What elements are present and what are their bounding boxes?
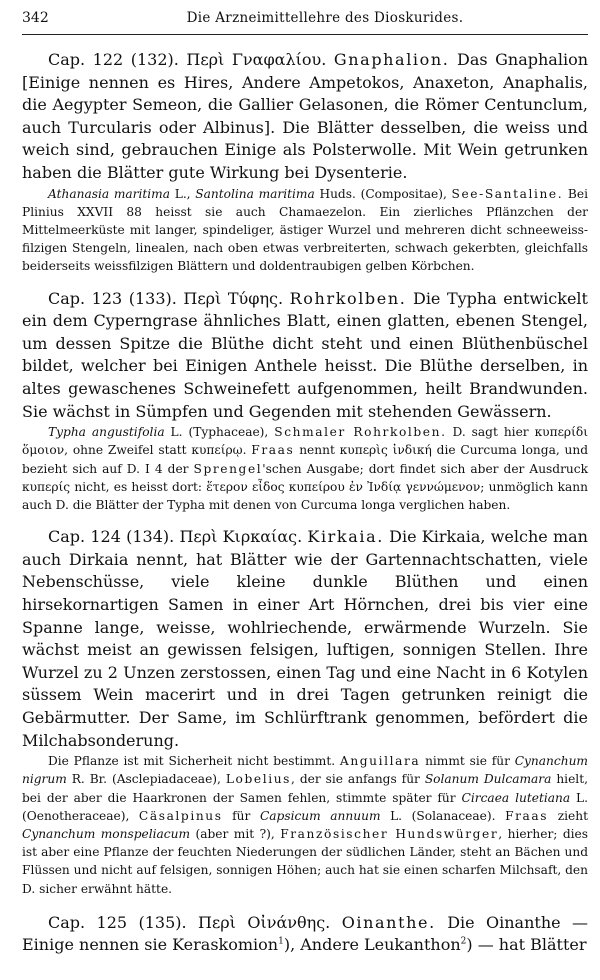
chapter-text: [22, 49, 588, 185]
note-text: Die Pflanze ist mit Sicherheit nicht bestimmt.: [48, 754, 340, 769]
chapter-124: [22, 526, 588, 898]
note-text: 'schen Ausgabe; dort findet sich aber der Ausdruck: [262, 461, 588, 476]
greek-title: Περὶ Κιρκαίας.: [179, 527, 303, 547]
page-number: 342: [22, 10, 49, 26]
greek-title: Περὶ Τύφης.: [183, 288, 284, 308]
chapter-123: [22, 288, 588, 515]
greek-title: Περὶ Γναφαλίου.: [186, 50, 327, 69]
greek-quote: κυπερίδι ὅμοιον: [22, 425, 588, 458]
greek-quote: ἕτερον εἶδος κυπείρου ἐν Ἰνδίᾳ γεννώμενον: [206, 479, 481, 494]
author-name: Sprengel: [193, 461, 263, 476]
plant-name: Gnaphalion.: [333, 50, 450, 69]
chapter-125: [22, 912, 588, 957]
commentary-note: [22, 752, 588, 898]
chapter-body: ) — hat Blätter: [466, 935, 587, 955]
commentary-note: [22, 185, 588, 276]
footnote-marker[interactable]: 2: [460, 936, 467, 947]
greek-quote: κυπείρῳ: [191, 443, 243, 458]
note-text: hielt, bei der aber die Haarkronen der Samen fehlen, stimmte später für: [22, 772, 588, 805]
plant-name: Oinanthe.: [341, 912, 436, 932]
chapter-body: Die Kirkaia, welche man auch Dirkaia nennt, hat Blätter wie der Gartennachtschatten, viele Nebenschüsse, viele kleine dunkle Blüthen und einen hirsekornartigen Samen in einer Art Hörnchen, drei bis vier eine Spanne lange, weisse, wohlriechende, erwärmende Wurzeln. Sie wächst meist an gewissen felsigen, luftigen, sonnigen Stellen. Ihre Wurzel zu 2 Unzen zerstossen, einen Tag und eine Nacht in 6 Kotylen süssem Wein macerirt und in drei Tagen getrunken reinigt die Gebärmutter. Der Same, im Schlürftrank genommen, befördert die Milchabsonderung.: [22, 527, 588, 750]
footnote-marker[interactable]: 1: [278, 936, 284, 947]
note-text: nimmt sie für: [420, 754, 515, 769]
common-name: See-Santaline.: [451, 186, 564, 201]
species-name: Solanum Dulcamara: [424, 772, 552, 787]
chapter-body: Das Gnaphalion [Einige nennen es Hires, Andere Ampetokos, Anaxeton, Anaphalis, die Aegypter Semeon, die Gallier Gelasonen, die Römer Centunclum, auch Turcularis oder Albinus]. Die Blätter desselben, die weiss und weich sind, gebrauchen Einige als Polsterwolle. Mit Wein getrunken haben die Blätter gute Wirkung bei Dysenterie.: [22, 50, 589, 182]
common-name: Französischer Hundswürger: [280, 826, 499, 841]
species-name: Cynanchum monspeliacum: [22, 826, 191, 841]
note-text: , der sie anfangs für: [291, 772, 425, 787]
note-text: L.,: [170, 186, 196, 201]
chapter-122: [22, 49, 588, 276]
note-text: ; unmöglich kann auch D. die Blätter der Typha mit denen von Curcuma longa verglichen haben.: [22, 479, 589, 512]
chapter-number: Cap. 123 (133).: [48, 288, 177, 308]
chapter-number: Cap. 124 (134).: [48, 527, 175, 547]
note-text: nicht, es heisst dort:: [70, 479, 207, 494]
note-text: die Curcuma longa, und bezieht sich auf D. I 4 der: [22, 443, 589, 476]
chapter-body: Die Typha entwickelt ein dem Cyperngrase ähnliches Blatt, einen glatten, ebenen Stengel, um dessen Spitze die Blüthe dicht steht und einen Blüthenbüschel bildet, welcher bei Einigen Anthele heisst. Die Blüthe derselben, in altes gewaschenes Schweinefett aufgenommen, heilt Brandwunden. Sie wächst in Sümpfen und Gegenden mit stehenden Gewässern.: [22, 288, 588, 421]
note-text: L. (Solanaceae).: [380, 808, 506, 823]
note-text: nennt: [294, 443, 340, 458]
page-header: [22, 10, 588, 35]
note-text: , ohne Zweifel statt: [64, 443, 192, 458]
note-text: für: [222, 808, 260, 823]
note-text: .: [242, 443, 252, 458]
greek-quote: κυπερὶς ἰνδική: [339, 443, 432, 458]
author-name: Cäsalpinus: [138, 808, 223, 823]
chapter-number: Cap. 122 (132).: [48, 50, 179, 69]
author-name: Lobelius: [225, 772, 292, 787]
species-name: Athanasia maritima: [48, 186, 171, 201]
plant-name: Kirkaia.: [307, 527, 384, 547]
chapter-body: ), Andere Leukanthon: [283, 935, 461, 955]
species-name: Typha angustifolia: [48, 425, 165, 440]
running-title: Die Arzneimittellehre des Dioskurides.: [186, 10, 464, 26]
author-name: Anguillara: [339, 754, 421, 769]
note-text: Huds. (Compositae),: [314, 186, 452, 201]
species-name: Circaea lutetiana: [461, 790, 571, 805]
common-name: Schmaler Rohrkolben.: [274, 425, 447, 440]
note-text: L. (Typhaceae),: [164, 425, 275, 440]
chapter-text: [22, 526, 588, 752]
note-text: R. Br. (Asclepiadaceae),: [66, 772, 226, 787]
species-name: Capsicum annuum: [259, 808, 381, 823]
chapter-body: Die Oinanthe — Einige nennen sie Keraskomion: [22, 912, 589, 955]
note-text: Bei Plinius XXVII 88 heisst sie auch Chamaezelon. Ein zierliches Pflänzchen der Mittelmeerküste mit langer, spindeliger, ästiger Wurzel und mehreren dicht schneeweiss-filzigen Stengeln, linealen, nach oben etwas verbreiterten, schwach gekerbten, gleichfalls beiderseits weissfilzigen Blättern und doldentraubigen gelben Körbchen.: [22, 186, 588, 274]
book-page: [22, 10, 588, 957]
note-text: L. (Oenotheraceae),: [22, 790, 589, 823]
plant-name: Rohrkolben.: [289, 288, 407, 308]
note-text: , hierher; dies ist aber eine Pflanze der feuchten Niederungen der südlichen Länder, steht an Bächen und Flüssen und nicht auf felsigen, sonnigen Höhen; auch hat sie einen scharfen Milchsaft, den D. sicher erwähnt hätte.: [22, 826, 588, 896]
species-name: Cynanchum nigrum: [22, 754, 588, 787]
note-text: D. sagt hier: [446, 425, 535, 440]
species-name: Santolina maritima: [195, 186, 315, 201]
chapter-text: [22, 912, 588, 957]
greek-title: Περὶ Οἰνάνθης.: [198, 912, 331, 932]
author-name: Fraas: [505, 808, 549, 823]
author-name: Fraas: [251, 443, 295, 458]
note-text: (aber mit ?),: [190, 826, 281, 841]
commentary-note: [22, 423, 588, 514]
chapter-text: [22, 288, 588, 424]
greek-quote: κυπερίς: [22, 479, 71, 494]
note-text: zieht: [548, 808, 589, 823]
chapter-number: Cap. 125 (135).: [48, 912, 187, 932]
